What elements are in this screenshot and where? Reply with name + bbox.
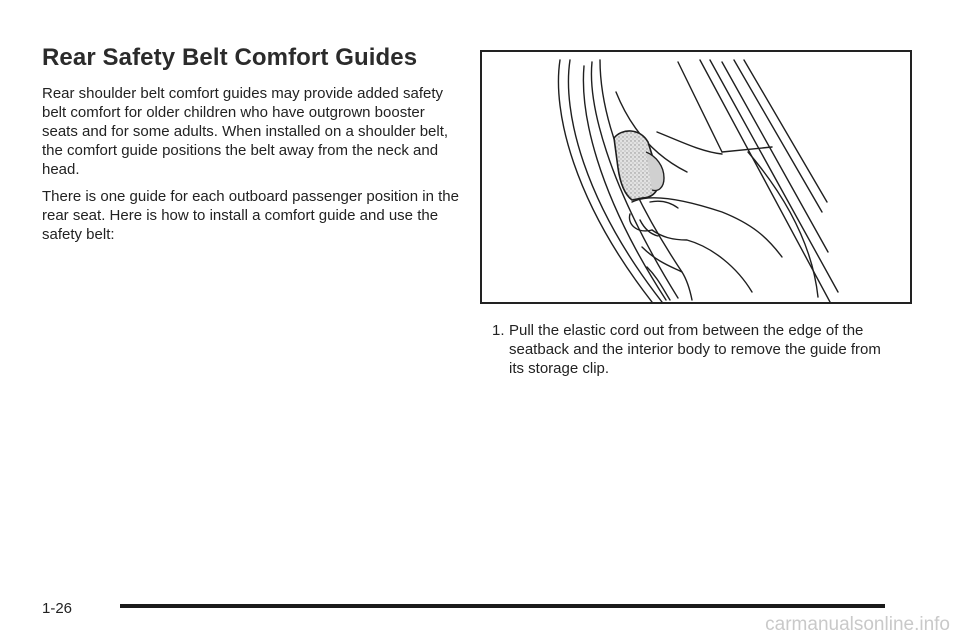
watermark: carmanualsonline.info [765, 614, 950, 635]
seat-crease [748, 152, 818, 297]
intro-text [42, 84, 462, 252]
comfort-guide-illustration [480, 50, 912, 304]
step-1 [492, 321, 892, 378]
page-number: 1-26 [42, 600, 73, 617]
finger-line [650, 201, 678, 208]
hand-outline [647, 267, 670, 300]
belt-line [744, 60, 827, 202]
belt-line [678, 62, 722, 152]
step-number: 1. [492, 322, 505, 339]
guide-paragraph: There is one guide for each outboard passenger position in the rear seat. Here is how to install a comfort guide and use the safety belt: [42, 188, 459, 243]
intro-paragraph: Rear shoulder belt comfort guides may provide added safety belt comfort for older children who have outgrown booster seats and for some adults. When installed on a shoulder belt, the comfort guide positions the belt away from the neck and head. [42, 85, 449, 178]
page-title: Rear Safety Belt Comfort Guides [42, 44, 418, 71]
footer-rule [120, 604, 885, 608]
belt-line [722, 62, 828, 252]
belt-line [734, 60, 822, 212]
comfort-guide-drawing [482, 52, 910, 302]
belt-line [710, 60, 838, 292]
seat-crease [657, 132, 722, 154]
hand-outline [652, 230, 752, 292]
step-text: Pull the elastic cord out from between the edge of the seatback and the interior body to remove the guide from its storage clip. [509, 322, 881, 377]
